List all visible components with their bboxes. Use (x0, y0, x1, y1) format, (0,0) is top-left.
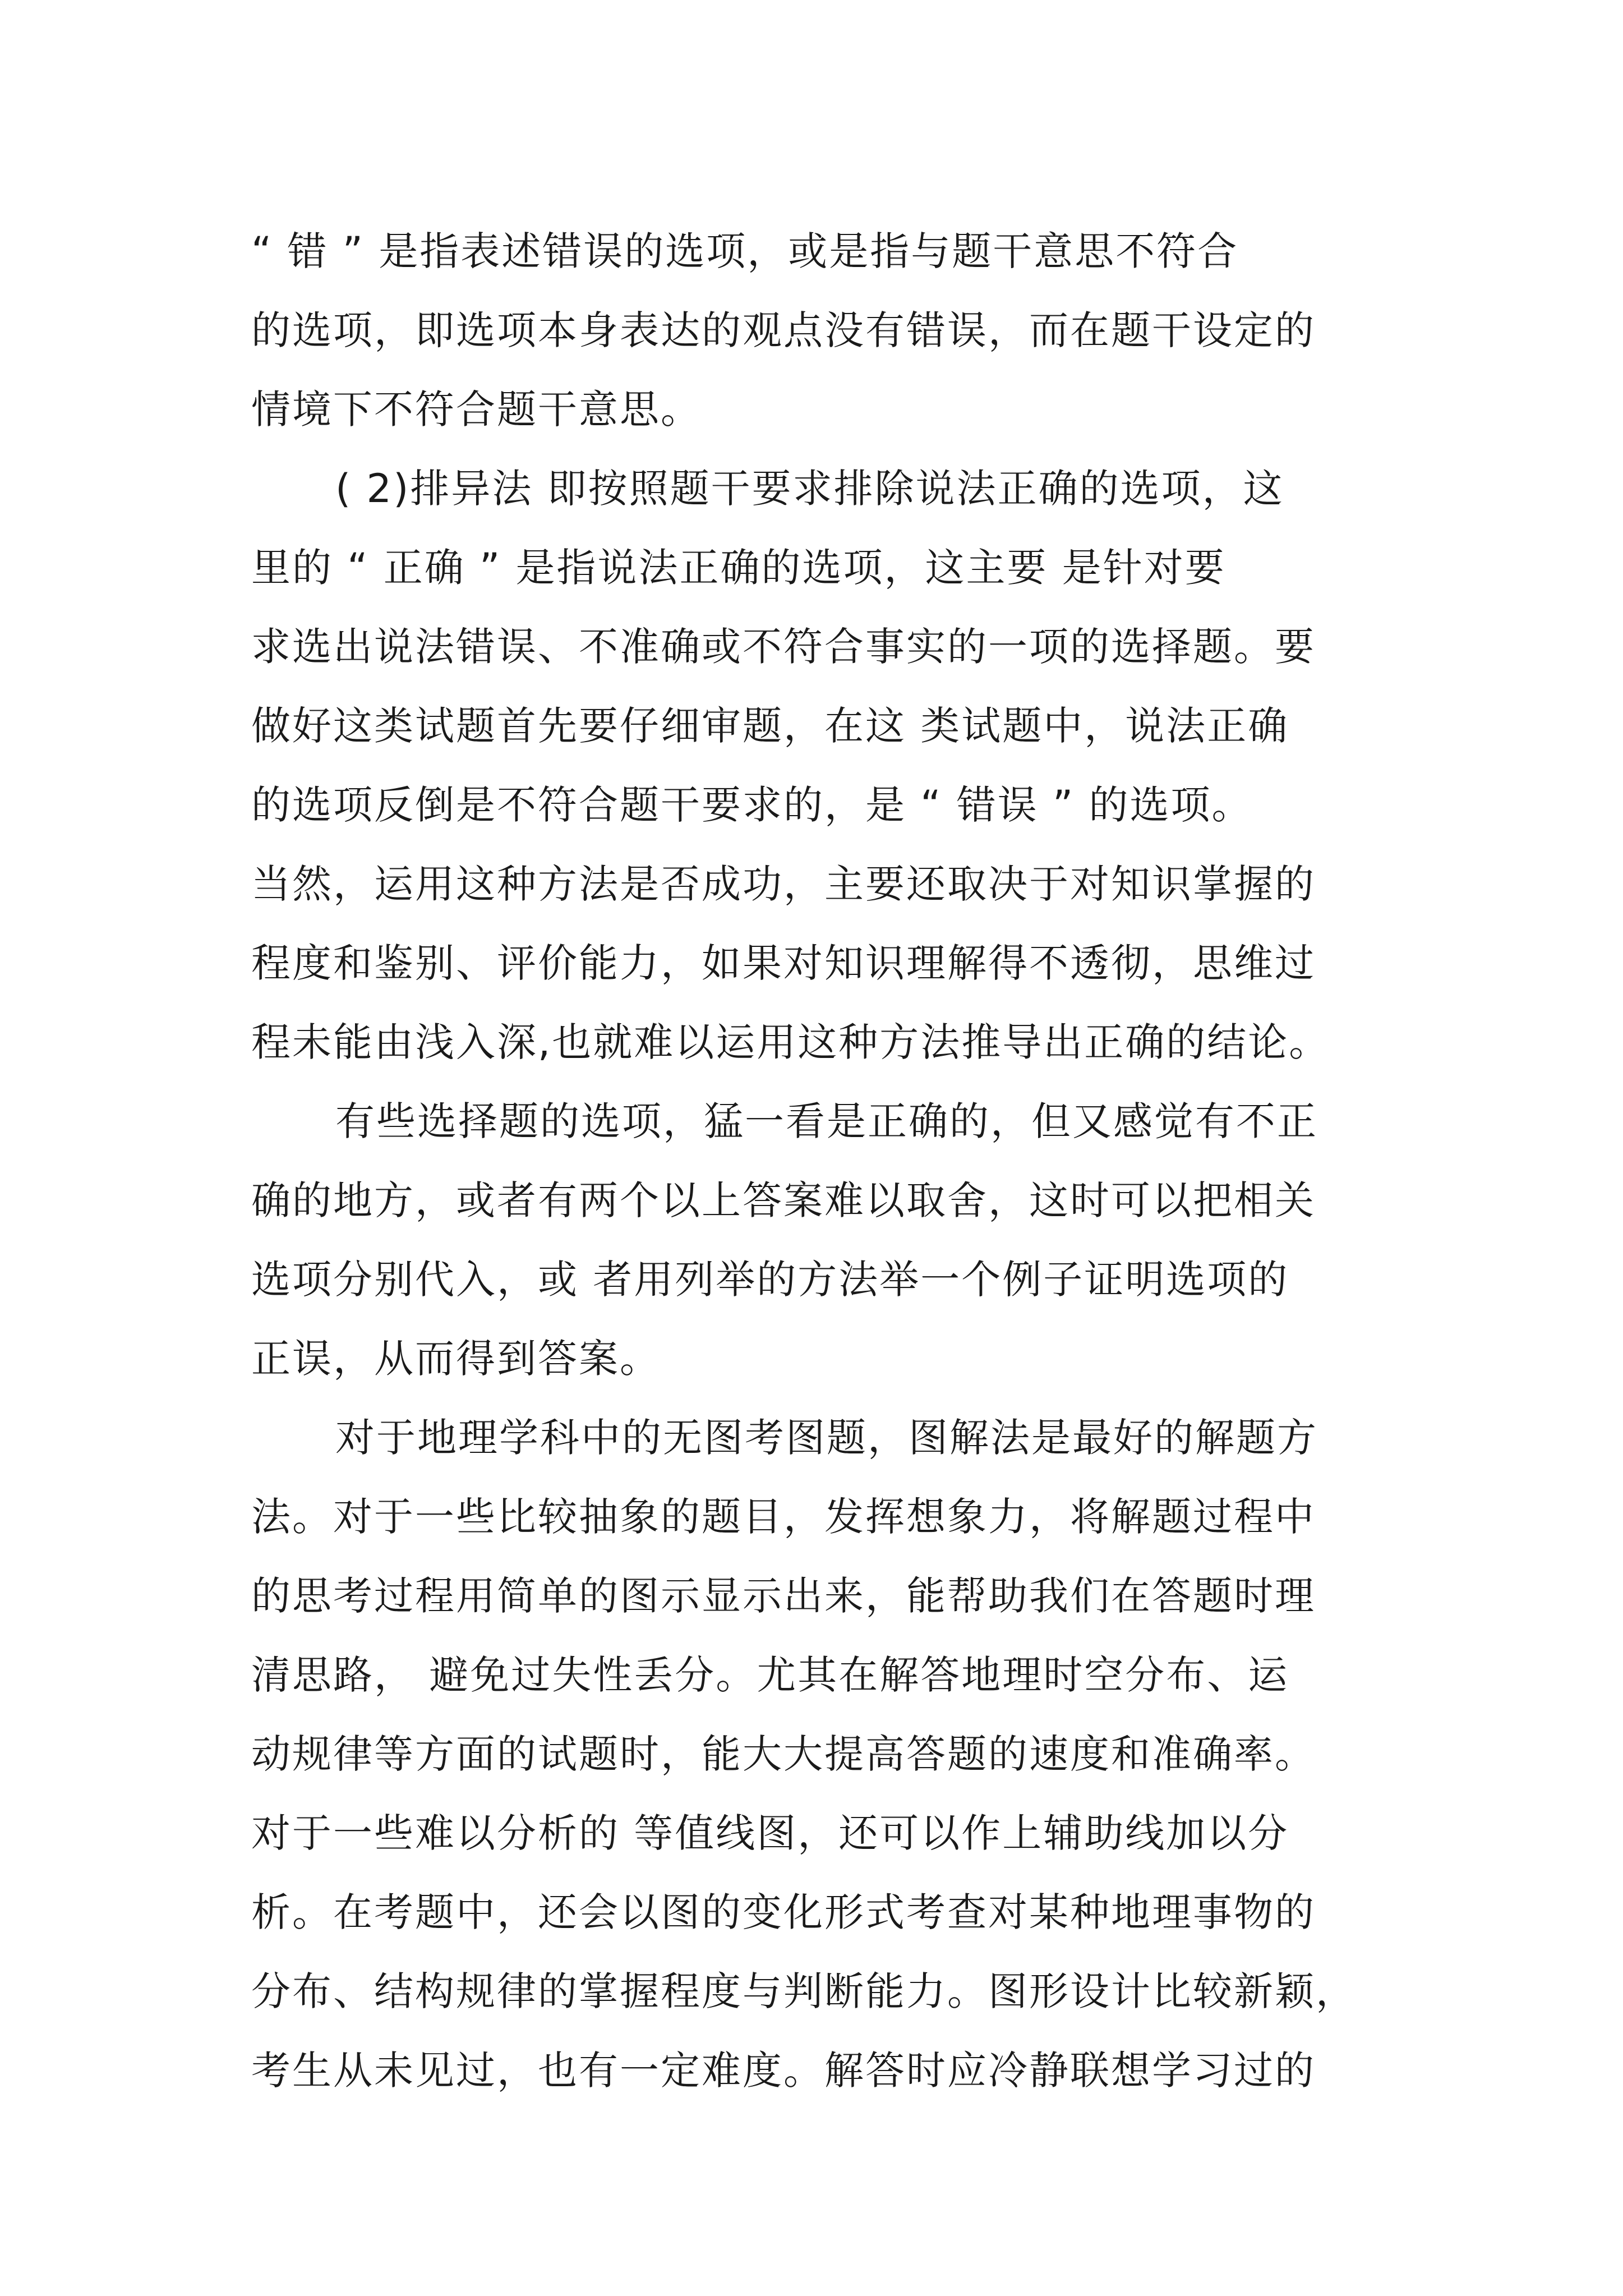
text-line: 的选项，即选项本身表达的观点没有错误，而在题干设定的 (251, 307, 1316, 353)
text-line: 的选项反倒是不符合题干要求的，是 “ 错误 ” 的选项。 (251, 782, 1253, 828)
text-line: 析。在考题中，还会以图的变化形式考查对某种地理事物的 (251, 1889, 1316, 1935)
text-line: 考生从未见过，也有一定难度。解答时应冷静联想学习过的 (251, 2047, 1316, 2093)
text-line: 对于一些难以分析的 等值线图，还可以作上辅助线加以分 (251, 1810, 1289, 1856)
text-line: 的思考过程用简单的图示显示出来，能帮助我们在答题时理 (251, 1573, 1316, 1619)
text-line: 法。对于一些比较抽象的题目，发挥想象力，将解题过程中 (251, 1494, 1316, 1540)
paragraph-start-line: 对于地理学科中的无图考图题，图解法是最好的解题方 (335, 1415, 1318, 1461)
text-line: 程未能由浅入深,也就难以运用这种方法推导出正确的结论。 (251, 1019, 1330, 1065)
text-line: 里的 “ 正确 ” 是指说法正确的选项，这主要 是针对要 (251, 545, 1226, 591)
text-line: 分布、结构规律的掌握程度与判断能力。图形设计比较新颖， (251, 1968, 1357, 2014)
paragraph-start-line: 有些选择题的选项，猛一看是正确的，但又感觉有不正 (335, 1098, 1318, 1144)
text-line: 清思路， 避免过失性丢分。尤其在解答地理时空分布、运 (251, 1652, 1289, 1698)
paragraph-start-line: ( 2)排异法 即按照题干要求排除说法正确的选项，这 (335, 466, 1284, 512)
text-line: 做好这类试题首先要仔细审题，在这 类试题中，说法正确 (251, 703, 1289, 749)
text-line: 情境下不符合题干意思。 (251, 386, 702, 432)
text-line: 动规律等方面的试题时，能大大提高答题的速度和准确率。 (251, 1731, 1316, 1777)
text-line: 确的地方，或者有两个以上答案难以取舍，这时可以把相关 (251, 1177, 1316, 1223)
text-line: 选项分别代入，或 者用列举的方法举一个例子证明选项的 (251, 1257, 1289, 1303)
text-line: “ 错 ” 是指表述错误的选项，或是指与题干意思不符合 (251, 228, 1239, 274)
text-line: 程度和鉴别、评价能力，如果对知识理解得不透彻，思维过 (251, 940, 1316, 986)
text-line: 当然，运用这种方法是否成功，主要还取决于对知识掌握的 (251, 861, 1316, 907)
text-line: 求选出说法错误、不准确或不符合事实的一项的选择题。要 (251, 624, 1316, 670)
text-line: 正误，从而得到答案。 (251, 1336, 661, 1382)
